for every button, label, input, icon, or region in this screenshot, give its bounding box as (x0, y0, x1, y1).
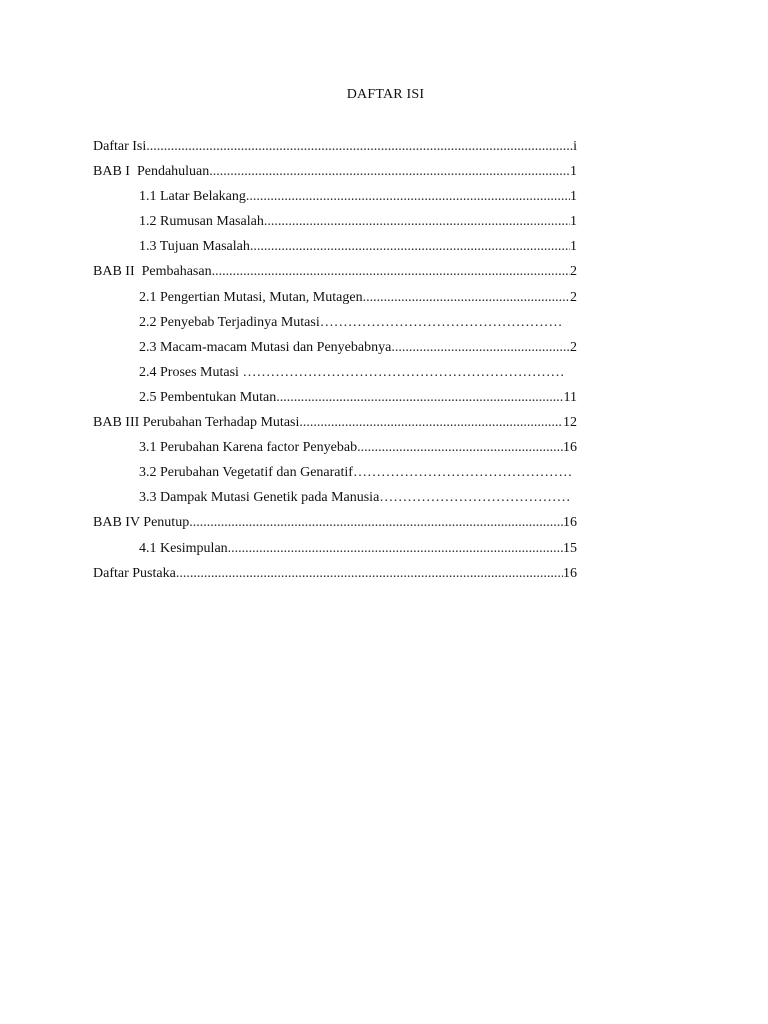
toc-entry-1-3 (93, 234, 577, 259)
toc-entry-page: 2 (570, 264, 577, 280)
toc-entry-label: 3.3 Dampak Mutasi Genetik pada Manusia (139, 490, 380, 506)
toc-entry-bab-1 (93, 159, 577, 184)
toc-entry-label: 1.1 Latar Belakang (139, 189, 246, 205)
toc-entry-1-1 (93, 184, 577, 209)
toc-entry-2-2 (93, 310, 563, 335)
toc-entry-label: 2.2 Penyebab Terjadinya Mutasi (139, 314, 320, 330)
toc-dot-leader (189, 510, 563, 535)
toc-entry-bab-4 (93, 510, 577, 535)
toc-entry-label: 2.4 Proses Mutasi (139, 364, 243, 380)
toc-entry-page: 1 (570, 189, 577, 205)
toc-entry-page: 12 (563, 415, 577, 431)
toc-entry-2-1 (93, 285, 577, 310)
toc-dot-leader (276, 385, 563, 410)
toc-entry-page: 2 (570, 339, 577, 355)
toc-entry-page: 16 (563, 440, 577, 456)
toc-entry-label: Daftar Isi (93, 139, 147, 154)
toc-entry-bab-3 (93, 410, 577, 435)
page-title: DAFTAR ISI (346, 87, 425, 102)
toc-dot-leader (363, 285, 570, 310)
toc-entry-2-3 (93, 335, 577, 360)
toc-dot-leader (146, 134, 573, 159)
toc-dot-leader (209, 159, 570, 184)
toc-entry-4-1 (93, 536, 577, 561)
toc-dot-leader (353, 460, 571, 485)
toc-dot-leader (250, 234, 570, 259)
toc-entry-2-4 (93, 360, 563, 385)
toc-entry-1-2 (93, 209, 577, 234)
toc-entry-label: 2.1 Pengertian Mutasi, Mutan, Mutagen (139, 289, 363, 305)
table-of-contents (93, 134, 577, 586)
toc-entry-bab-2 (93, 259, 577, 284)
toc-dot-leader (264, 209, 570, 234)
toc-entry-page: 1 (570, 214, 577, 230)
toc-dot-leader (379, 485, 571, 510)
toc-entry-label: BAB III Perubahan Terhadap Mutasi (93, 415, 300, 431)
toc-entry-label: 3.2 Perubahan Vegetatif dan Genaratif (139, 465, 353, 481)
toc-entry-label: 4.1 Kesimpulan (139, 540, 228, 556)
toc-dot-leader (242, 360, 563, 385)
toc-dot-leader (299, 410, 563, 435)
toc-entry-label: 1.2 Rumusan Masalah (139, 214, 264, 230)
toc-entry-page: 15 (563, 540, 577, 556)
toc-entry-3-1 (93, 435, 577, 460)
toc-entry-label: Daftar Pustaka (93, 565, 176, 581)
toc-entry-page: 16 (563, 515, 577, 531)
toc-entry-daftar-isi (93, 134, 577, 159)
toc-dot-leader (176, 561, 563, 586)
toc-dot-leader (228, 536, 563, 561)
toc-entry-page: 1 (570, 164, 577, 180)
toc-entry-label: 1.3 Tujuan Masalah (139, 239, 250, 255)
toc-entry-label: BAB I Pendahuluan (93, 164, 210, 180)
toc-entry-2-5 (93, 385, 577, 410)
toc-entry-3-3 (93, 485, 571, 510)
toc-dot-leader (320, 310, 563, 335)
toc-entry-3-2 (93, 460, 571, 485)
toc-entry-page: 1 (570, 239, 577, 255)
toc-entry-daftar-pustaka (93, 561, 577, 586)
toc-entry-page: 2 (570, 289, 577, 305)
toc-entry-label: 3.1 Perubahan Karena factor Penyebab (139, 440, 358, 456)
toc-entry-page: 11 (563, 389, 577, 405)
toc-entry-label: 2.3 Macam-macam Mutasi dan Penyebabnya (139, 339, 392, 355)
toc-entry-page: 16 (563, 565, 577, 581)
toc-dot-leader (212, 259, 570, 284)
toc-entry-label: BAB IV Penutup (93, 515, 190, 531)
toc-dot-leader (357, 435, 563, 460)
toc-entry-label: 2.5 Pembentukan Mutan (139, 389, 277, 405)
toc-dot-leader (391, 335, 570, 360)
toc-entry-label: BAB II Pembahasan (93, 264, 212, 280)
toc-dot-leader (246, 184, 570, 209)
toc-entry-page: i (573, 139, 577, 154)
